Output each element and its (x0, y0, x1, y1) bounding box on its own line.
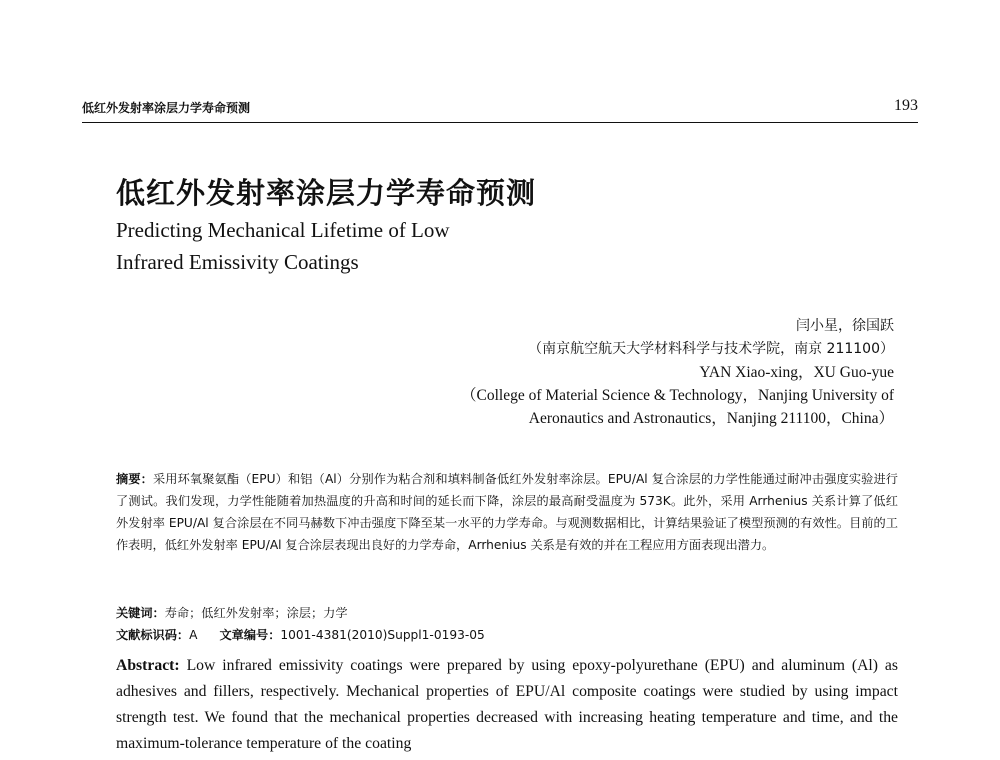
keywords-text: 寿命；低红外发射率；涂层；力学 (164, 606, 348, 620)
abstract-english (116, 653, 898, 757)
abstract-english-text: Low infrared emissivity coatings were prepared by using epoxy-polyurethane (EPU) and aluminum (Al) as adhesives and fillers, respectively. Mechanical properties of EPU/Al composite coatings were studied by using impact strength test. We found that the mechanical properties decreased with increasing heating temperature and time, and the maximum-tolerance temperature of the coating (116, 657, 899, 752)
header-rule (82, 122, 918, 123)
running-header (82, 97, 918, 119)
title-chinese: 低红外发射率涂层力学寿命预测 (116, 176, 537, 210)
article-number-value: 1001-4381(2010)Suppl1-0193-05 (280, 628, 485, 642)
page-number: 193 (894, 97, 918, 114)
abstract-english-label: Abstract: (116, 657, 180, 674)
affiliation-chinese: （南京航空航天大学材料科学与技术学院，南京 211100） (528, 341, 894, 357)
affiliation-english-line-1: （College of Material Science & Technology，Nanjing University of (461, 387, 894, 404)
document-code-value: A (189, 628, 198, 642)
running-header-title: 低红外发射率涂层力学寿命预测 (82, 101, 251, 115)
title-english-line-1: Predicting Mechanical Lifetime of Low (116, 218, 450, 242)
title-english-line-2: Infrared Emissivity Coatings (116, 250, 359, 274)
author-names-english: YAN Xiao-xing，XU Guo-yue (699, 364, 894, 381)
article-number-label: 文章编号： (219, 628, 281, 642)
abstract-chinese-label: 摘要： (116, 472, 153, 486)
document-meta (116, 626, 485, 643)
abstract-chinese-text: 采用环氧聚氨酯（EPU）和铝（Al）分别作为粘合剂和填料制备低红外发射率涂层。EPU/Al 复合涂层的力学性能通过耐冲击强度实验进行了测试。我们发现，力学性能随着加热温度的升高和时间的延长而下降，涂层的最高耐受温度为 573K。此外，采用 Arrhenius 关系计算了低红外发射率 EPU/Al 复合涂层在不同马赫数下冲击强度下降至某一水平的力学寿命。与观测数据相比，计算结果验证了模型预测的有效性。目前的工作表明，低红外发射率 EPU/Al 复合涂层表现出良好的力学寿命，Arrhenius 关系是有效的并在工程应用方面表现出潜力。 (116, 472, 898, 552)
title-english (116, 214, 450, 278)
keywords (116, 604, 348, 621)
affiliation-english-line-2: Aeronautics and Astronautics，Nanjing 211100，China） (528, 410, 894, 427)
author-block (461, 315, 894, 430)
document-code-label: 文献标识码： (116, 628, 190, 642)
author-names-chinese: 闫小星，徐国跃 (796, 318, 894, 334)
keywords-label: 关键词： (116, 606, 165, 620)
abstract-chinese (116, 468, 898, 556)
